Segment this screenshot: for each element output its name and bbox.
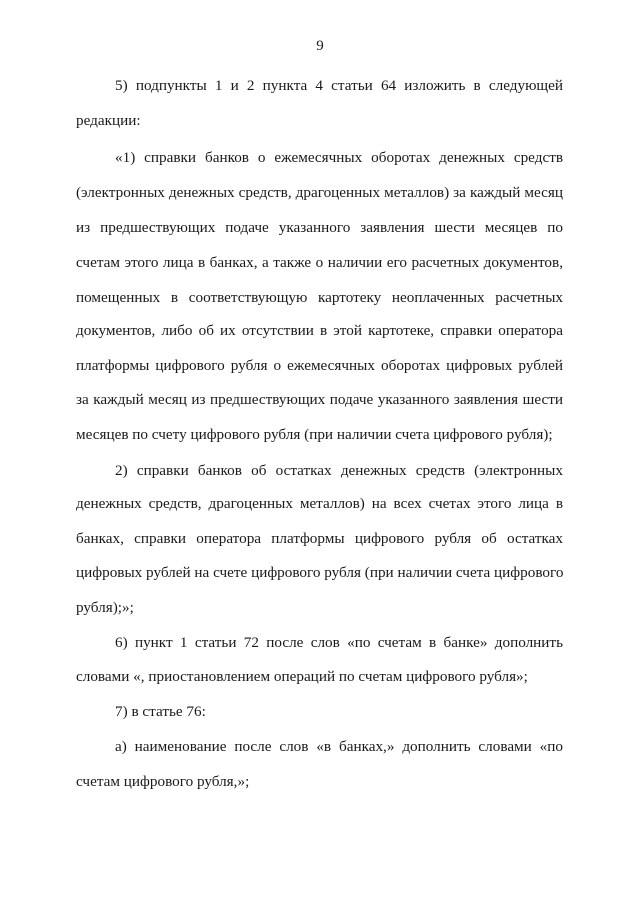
text-line: банках, справки оператора платформы цифрового рубля об остатках: [76, 530, 563, 547]
text-line: а) наименование после слов «в банках,» дополнить словами «по: [115, 738, 563, 755]
text-line: 6) пункт 1 статьи 72 после слов «по счетам в банке» дополнить: [115, 634, 563, 651]
text-line: 5) подпункты 1 и 2 пункта 4 статьи 64 изложить в следующей: [115, 77, 563, 94]
text-line: цифровых рублей на счете цифрового рубля (при наличии счета цифрового: [76, 564, 564, 581]
text-line: счетам цифрового рубля,»;: [76, 773, 250, 790]
text-line: редакции:: [76, 112, 141, 129]
text-line: денежных средств, драгоценных металлов) на всех счетах этого лица в: [76, 495, 563, 512]
text-line: рубля);»;: [76, 599, 134, 616]
text-line: месяцев по счету цифрового рубля (при наличии счета цифрового рубля);: [76, 426, 553, 443]
text-line: счетам этого лица в банках, а также о наличии его расчетных документов,: [76, 254, 563, 271]
text-line: платформы цифрового рубля о ежемесячных оборотах цифровых рублей: [76, 357, 563, 374]
page-number: 9: [316, 38, 324, 54]
text-line: 7) в статье 76:: [115, 703, 206, 720]
text-line: «1) справки банков о ежемесячных оборотах денежных средств: [115, 149, 563, 166]
text-line: помещенных в соответствующую картотеку неоплаченных расчетных: [76, 289, 563, 306]
text-line: за каждый месяц из предшествующих подаче указанного заявления шести: [76, 391, 563, 408]
text-line: словами «, приостановлением операций по счетам цифрового рубля»;: [76, 668, 528, 685]
text-line: из предшествующих подаче указанного заявления шести месяцев по: [76, 219, 563, 236]
text-line: (электронных денежных средств, драгоценных металлов) за каждый месяц: [76, 184, 563, 201]
text-line: 2) справки банков об остатках денежных средств (электронных: [115, 462, 563, 479]
text-line: документов, либо об их отсутствии в этой картотеке, справки оператора: [76, 322, 563, 339]
